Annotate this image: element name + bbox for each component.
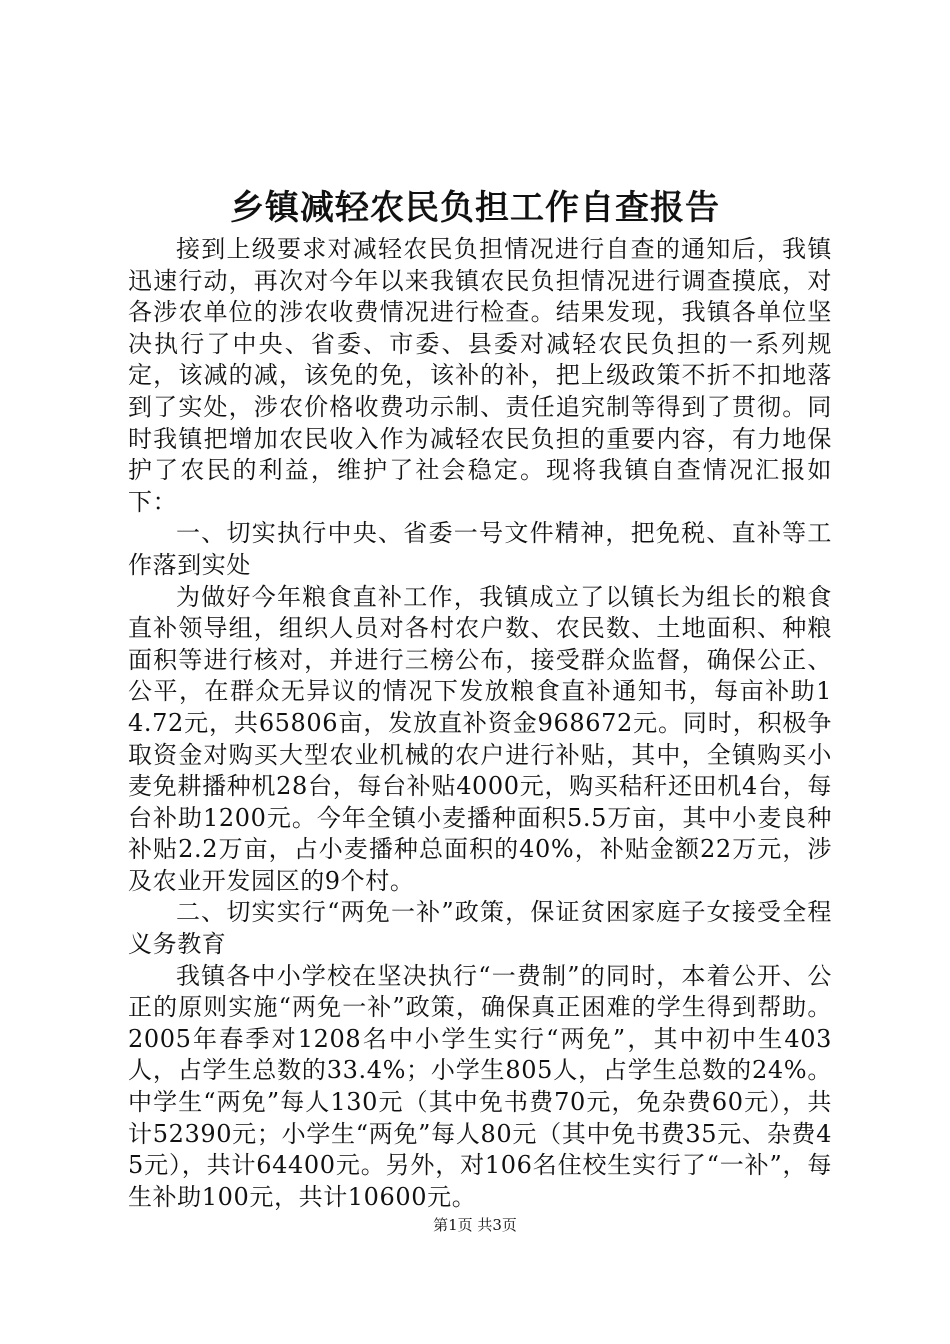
section-heading-2: 二、切实实行“两免一补”政策，保证贫困家庭子女接受全程义务教育 — [128, 898, 832, 959]
paragraph-intro: 接到上级要求对减轻农民负担情况进行自查的通知后，我镇迅速行动，再次对今年以来我镇农民负担情况进行调查摸底，对各涉农单位的涉农收费情况进行检查。结果发现，我镇各单位坚决执行了中央、省委、市委、县委对减轻农民负担的一系列规定，该减的减，该免的免，该补的补，把上级政策不折不扣地落到了实处，涉农价格收费功示制、责任追究制等得到了贯彻。同时我镇把增加农民收入作为减轻农民负担的重要内容，有力地保护了农民的利益，维护了社会稳定。现将我镇自查情况汇报如下： — [128, 235, 832, 516]
document-title: 乡镇减轻农民负担工作自查报告 — [230, 188, 720, 228]
paragraph-section-2: 我镇各中小学校在坚决执行“一费制”的同时，本着公开、公正的原则实施“两免一补”政策，确保真正困难的学生得到帮助。2005年春季对1208名中小学生实行“两免”，其中初中生403人，占学生总数的33.4%；小学生805人，占学生总数的24%。中学生“两免”每人130元（其中免书费70元，免杂费60元），共计52390元；小学生“两免”每人80元（其中免书费35元、杂费45元），共计64400元。另外，对106名住校生实行了“一补”，每生补助100元，共计10600元。 — [128, 961, 832, 1211]
section-heading-1: 一、切实执行中央、省委一号文件精神，把免税、直补等工作落到实处 — [128, 519, 832, 579]
document-body — [128, 234, 832, 1213]
page-number-footer: 第1页 共3页 — [433, 1216, 517, 1234]
paragraph-section-1: 为做好今年粮食直补工作，我镇成立了以镇长为组长的粮食直补领导组，组织人员对各村农户数、农民数、土地面积、种粮面积等进行核对，并进行三榜公布，接受群众监督，确保公正、公平，在群众无异议的情况下发放粮食直补通知书，每亩补助14.72元，共65806亩，发放直补资金968672元。同时，积极争取资金对购买大型农业机械的农户进行补贴，其中，全镇购买小麦免耕播种机28台，每台补贴4000元，购买秸秆还田机4台，每台补助1200元。今年全镇小麦播种面积5.5万亩，其中小麦良种补贴2.2万亩，占小麦播种总面积的40%，补贴金额22万元，涉及农业开发园区的9个村。 — [128, 582, 832, 895]
